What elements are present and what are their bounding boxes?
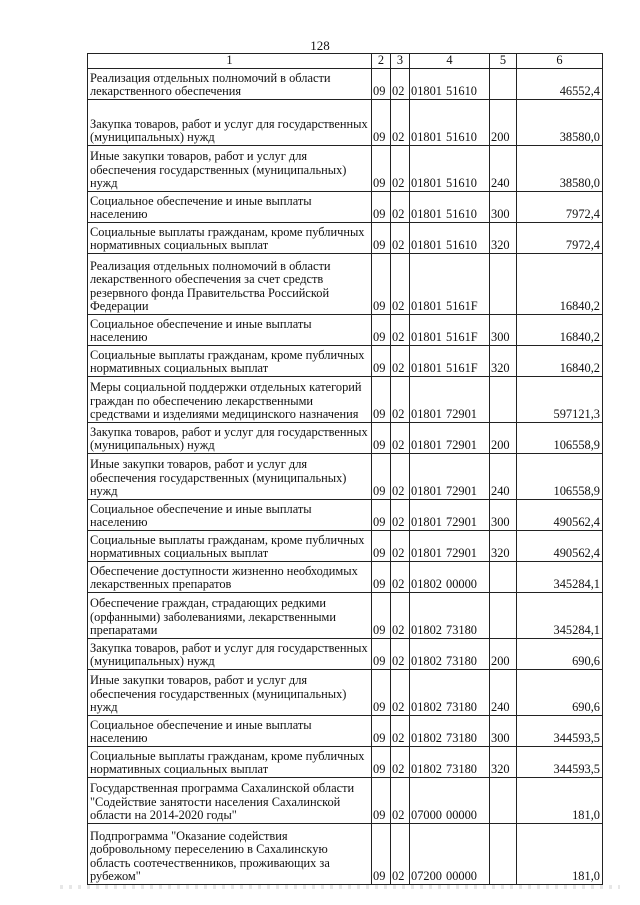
amount-text: 16840,2 [559, 299, 600, 314]
target-article-code-a: 01802 [411, 762, 442, 777]
subsection-code-text: 02 [392, 808, 405, 823]
target-article-code-b: 73180 [446, 762, 477, 777]
row-name-text: Иные закупки товаров, работ и услуг для обеспечения государственных (муниципальных) нужд [90, 149, 347, 191]
page-number: 128 [310, 38, 330, 53]
subsection-code [391, 69, 410, 100]
column-header: 2 [372, 54, 391, 69]
row-name-text: Реализация отдельных полномочий в области лекарственного обеспечения [90, 70, 331, 99]
amount [517, 315, 603, 346]
amount [517, 778, 603, 824]
target-article-code-b: 72901 [446, 407, 477, 422]
target-article-code-b: 73180 [446, 623, 477, 638]
subsection-code-text: 02 [392, 654, 405, 669]
section-code [372, 69, 391, 100]
table-row [88, 346, 603, 377]
row-name-text: Социальное обеспечение и иные выплаты населению [90, 193, 312, 222]
section-code [372, 778, 391, 824]
row-name [88, 315, 372, 346]
subsection-code [391, 778, 410, 824]
target-article-code [410, 824, 490, 885]
target-article-code [410, 423, 490, 454]
expense-type-code-text: 200 [491, 130, 510, 145]
target-article-code-a: 01801 [411, 438, 442, 453]
table-row [88, 69, 603, 100]
target-article-code-a: 01801 [411, 484, 442, 499]
subsection-code [391, 500, 410, 531]
target-article-code-b: 51610 [446, 207, 477, 222]
section-code-text: 09 [373, 731, 386, 746]
amount [517, 454, 603, 500]
subsection-code [391, 100, 410, 146]
amount [517, 670, 603, 716]
target-article-code-a: 01801 [411, 361, 442, 376]
budget-table-body [88, 54, 603, 885]
subsection-code [391, 639, 410, 670]
target-article-code-a: 01801 [411, 130, 442, 145]
target-article-code-b: 72901 [446, 546, 477, 561]
row-name-text: Иные закупки товаров, работ и услуг для обеспечения государственных (муниципальных) нужд [90, 457, 347, 499]
row-name-text: Социальное обеспечение и иные выплаты населению [90, 316, 312, 345]
scan-artifact [60, 885, 620, 889]
section-code-text: 09 [373, 762, 386, 777]
amount-text: 490562,4 [553, 515, 600, 530]
target-article-code-b: 73180 [446, 700, 477, 715]
section-code [372, 346, 391, 377]
row-name [88, 377, 372, 423]
column-header: 6 [517, 54, 603, 69]
subsection-code [391, 593, 410, 639]
section-code [372, 593, 391, 639]
expense-type-code [490, 562, 517, 593]
target-article-code [410, 315, 490, 346]
expense-type-code [490, 531, 517, 562]
table-row [88, 254, 603, 315]
amount-text: 38580,0 [559, 176, 600, 191]
target-article-code [410, 146, 490, 192]
budget-table [87, 53, 603, 885]
subsection-code-text: 02 [392, 207, 405, 222]
subsection-code-text: 02 [392, 731, 405, 746]
subsection-code-text: 02 [392, 438, 405, 453]
section-code-text: 09 [373, 577, 386, 592]
section-code-text: 09 [373, 869, 386, 884]
subsection-code [391, 716, 410, 747]
target-article-code-b: 51610 [446, 130, 477, 145]
target-article-code [410, 562, 490, 593]
subsection-code [391, 377, 410, 423]
target-article-code-a: 01801 [411, 176, 442, 191]
target-article-code [410, 454, 490, 500]
amount-text: 181,0 [572, 808, 600, 823]
row-name-text: Социальное обеспечение и иные выплаты населению [90, 717, 312, 746]
subsection-code-text: 02 [392, 330, 405, 345]
expense-type-code-text: 200 [491, 654, 510, 669]
target-article-code-b: 00000 [446, 869, 477, 884]
target-article-code [410, 500, 490, 531]
expense-type-code [490, 423, 517, 454]
expense-type-code [490, 377, 517, 423]
row-name [88, 639, 372, 670]
subsection-code [391, 562, 410, 593]
row-name-text: Закупка товаров, работ и услуг для государственных (муниципальных) нужд [90, 424, 368, 453]
section-code [372, 670, 391, 716]
section-code [372, 454, 391, 500]
target-article-code-a: 01802 [411, 577, 442, 592]
amount [517, 824, 603, 885]
row-name [88, 778, 372, 824]
expense-type-code [490, 223, 517, 254]
row-name-text: Обеспечение граждан, страдающих редкими (орфанными) заболеваниями, лекарственными препаратами [90, 596, 337, 638]
amount [517, 639, 603, 670]
section-code [372, 223, 391, 254]
row-name-text: Социальные выплаты гражданам, кроме публичных нормативных социальных выплат [90, 224, 365, 253]
amount-text: 106558,9 [553, 438, 600, 453]
row-name-text: Реализация отдельных полномочий в области лекарственного обеспечения за счет средств резервного фонда Правительства Российской Федерации [90, 258, 331, 314]
table-row [88, 377, 603, 423]
expense-type-code-text: 300 [491, 731, 510, 746]
expense-type-code-text: 240 [491, 484, 510, 499]
subsection-code-text: 02 [392, 515, 405, 530]
row-name-text: Обеспечение доступности жизненно необходимых лекарственных препаратов [90, 563, 358, 592]
target-article-code [410, 192, 490, 223]
row-name-text: Подпрограмма "Оказание содействия добровольному переселению в Сахалинскую область соотечественников, проживающих за рубежом" [90, 828, 330, 884]
table-row [88, 716, 603, 747]
column-header: 4 [410, 54, 490, 69]
row-name-text: Закупка товаров, работ и услуг для государственных (муниципальных) нужд [90, 116, 368, 145]
target-article-code-b: 73180 [446, 654, 477, 669]
row-name [88, 593, 372, 639]
expense-type-code-text: 200 [491, 438, 510, 453]
amount [517, 500, 603, 531]
section-code [372, 531, 391, 562]
section-code-text: 09 [373, 361, 386, 376]
expense-type-code [490, 716, 517, 747]
subsection-code [391, 824, 410, 885]
subsection-code-text: 02 [392, 546, 405, 561]
amount-text: 344593,5 [553, 731, 600, 746]
subsection-code [391, 747, 410, 778]
amount-text: 690,6 [572, 700, 600, 715]
target-article-code [410, 100, 490, 146]
section-code-text: 09 [373, 546, 386, 561]
subsection-code-text: 02 [392, 361, 405, 376]
amount-text: 16840,2 [559, 330, 600, 345]
target-article-code-a: 07000 [411, 808, 442, 823]
target-article-code-a: 01802 [411, 700, 442, 715]
column-header: 1 [88, 54, 372, 69]
expense-type-code-text: 300 [491, 330, 510, 345]
amount [517, 192, 603, 223]
section-code-text: 09 [373, 130, 386, 145]
amount-text: 38580,0 [559, 130, 600, 145]
amount [517, 146, 603, 192]
section-code [372, 500, 391, 531]
subsection-code-text: 02 [392, 176, 405, 191]
target-article-code-b: 72901 [446, 515, 477, 530]
table-row [88, 531, 603, 562]
amount [517, 377, 603, 423]
table-row [88, 192, 603, 223]
row-name-text: Государственная программа Сахалинской области "Содействие занятости населения Сахалинской области на 2014-2020 годы" [90, 781, 355, 823]
target-article-code-b: 73180 [446, 731, 477, 746]
section-code [372, 192, 391, 223]
table-row [88, 747, 603, 778]
row-name [88, 254, 372, 315]
amount [517, 531, 603, 562]
section-code [372, 146, 391, 192]
expense-type-code [490, 670, 517, 716]
table-row [88, 562, 603, 593]
section-code [372, 100, 391, 146]
target-article-code-b: 72901 [446, 438, 477, 453]
section-code [372, 377, 391, 423]
amount-text: 490562,4 [553, 546, 600, 561]
row-name [88, 192, 372, 223]
row-name [88, 146, 372, 192]
target-article-code-b: 51610 [446, 84, 477, 99]
row-name-text: Социальные выплаты гражданам, кроме публичных нормативных социальных выплат [90, 748, 365, 777]
expense-type-code [490, 192, 517, 223]
table-header-row [88, 54, 603, 69]
expense-type-code-text: 300 [491, 207, 510, 222]
amount-text: 7972,4 [565, 207, 600, 222]
target-article-code-a: 01801 [411, 238, 442, 253]
section-code-text: 09 [373, 84, 386, 99]
subsection-code [391, 146, 410, 192]
target-article-code-a: 01802 [411, 654, 442, 669]
section-code [372, 747, 391, 778]
section-code [372, 562, 391, 593]
subsection-code-text: 02 [392, 299, 405, 314]
section-code-text: 09 [373, 484, 386, 499]
amount-text: 16840,2 [559, 361, 600, 376]
expense-type-code-text: 240 [491, 700, 510, 715]
section-code-text: 09 [373, 515, 386, 530]
table-row [88, 100, 603, 146]
row-name [88, 747, 372, 778]
row-name [88, 423, 372, 454]
expense-type-code [490, 315, 517, 346]
target-article-code-b: 5161F [446, 361, 478, 376]
row-name [88, 562, 372, 593]
amount [517, 747, 603, 778]
section-code-text: 09 [373, 330, 386, 345]
target-article-code [410, 639, 490, 670]
row-name [88, 223, 372, 254]
section-code-text: 09 [373, 207, 386, 222]
target-article-code-b: 72901 [446, 484, 477, 499]
expense-type-code [490, 454, 517, 500]
expense-type-code [490, 747, 517, 778]
section-code-text: 09 [373, 808, 386, 823]
target-article-code-b: 51610 [446, 176, 477, 191]
expense-type-code [490, 639, 517, 670]
section-code [372, 824, 391, 885]
subsection-code-text: 02 [392, 407, 405, 422]
amount [517, 423, 603, 454]
amount [517, 223, 603, 254]
row-name [88, 346, 372, 377]
table-row [88, 639, 603, 670]
target-article-code [410, 670, 490, 716]
subsection-code-text: 02 [392, 623, 405, 638]
row-name [88, 716, 372, 747]
column-header: 5 [490, 54, 517, 69]
target-article-code [410, 69, 490, 100]
target-article-code-b: 00000 [446, 577, 477, 592]
table-row [88, 500, 603, 531]
row-name [88, 670, 372, 716]
table-row [88, 146, 603, 192]
table-row [88, 423, 603, 454]
section-code [372, 639, 391, 670]
subsection-code [391, 315, 410, 346]
expense-type-code [490, 346, 517, 377]
section-code-text: 09 [373, 700, 386, 715]
amount-text: 597121,3 [553, 407, 600, 422]
row-name [88, 69, 372, 100]
row-name-text: Социальные выплаты гражданам, кроме публичных нормативных социальных выплат [90, 347, 365, 376]
target-article-code [410, 346, 490, 377]
target-article-code-a: 01801 [411, 84, 442, 99]
expense-type-code-text: 320 [491, 762, 510, 777]
section-code-text: 09 [373, 407, 386, 422]
table-row [88, 315, 603, 346]
target-article-code-a: 01801 [411, 546, 442, 561]
target-article-code [410, 254, 490, 315]
expense-type-code-text: 300 [491, 515, 510, 530]
expense-type-code-text: 240 [491, 176, 510, 191]
section-code [372, 254, 391, 315]
amount-text: 345284,1 [553, 577, 600, 592]
row-name [88, 500, 372, 531]
amount [517, 69, 603, 100]
amount-text: 46552,4 [559, 84, 600, 99]
expense-type-code [490, 100, 517, 146]
subsection-code-text: 02 [392, 84, 405, 99]
row-name-text: Социальное обеспечение и иные выплаты населению [90, 501, 312, 530]
target-article-code-a: 01801 [411, 330, 442, 345]
expense-type-code [490, 824, 517, 885]
table-row [88, 593, 603, 639]
subsection-code-text: 02 [392, 130, 405, 145]
amount [517, 593, 603, 639]
amount-text: 690,6 [572, 654, 600, 669]
subsection-code [391, 254, 410, 315]
target-article-code-b: 5161F [446, 299, 478, 314]
amount-text: 181,0 [572, 869, 600, 884]
subsection-code-text: 02 [392, 577, 405, 592]
expense-type-code [490, 778, 517, 824]
target-article-code-b: 51610 [446, 238, 477, 253]
subsection-code [391, 670, 410, 716]
expense-type-code [490, 69, 517, 100]
target-article-code-b: 00000 [446, 808, 477, 823]
table-row [88, 670, 603, 716]
target-article-code [410, 377, 490, 423]
table-row [88, 454, 603, 500]
expense-type-code [490, 593, 517, 639]
target-article-code-a: 01801 [411, 207, 442, 222]
table-row [88, 778, 603, 824]
row-name [88, 531, 372, 562]
subsection-code [391, 423, 410, 454]
section-code-text: 09 [373, 299, 386, 314]
table-row [88, 824, 603, 885]
subsection-code [391, 454, 410, 500]
subsection-code-text: 02 [392, 869, 405, 884]
row-name [88, 824, 372, 885]
target-article-code-a: 01802 [411, 731, 442, 746]
section-code-text: 09 [373, 623, 386, 638]
section-code-text: 09 [373, 176, 386, 191]
row-name-text: Закупка товаров, работ и услуг для государственных (муниципальных) нужд [90, 640, 368, 669]
section-code-text: 09 [373, 654, 386, 669]
section-code-text: 09 [373, 238, 386, 253]
amount [517, 562, 603, 593]
row-name-text: Меры социальной поддержки отдельных категорий граждан по обеспечению лекарственными средствами и изделиями медицинского назначения [90, 380, 362, 422]
expense-type-code [490, 254, 517, 315]
amount-text: 106558,9 [553, 484, 600, 499]
column-header: 3 [391, 54, 410, 69]
table-row [88, 223, 603, 254]
amount-text: 7972,4 [565, 238, 600, 253]
section-code-text: 09 [373, 438, 386, 453]
target-article-code-a: 07200 [411, 869, 442, 884]
row-name-text: Иные закупки товаров, работ и услуг для обеспечения государственных (муниципальных) нужд [90, 673, 347, 715]
section-code [372, 716, 391, 747]
target-article-code [410, 747, 490, 778]
row-name-text: Социальные выплаты гражданам, кроме публичных нормативных социальных выплат [90, 532, 365, 561]
section-code [372, 315, 391, 346]
target-article-code-a: 01801 [411, 515, 442, 530]
expense-type-code [490, 146, 517, 192]
target-article-code [410, 778, 490, 824]
target-article-code [410, 593, 490, 639]
row-name [88, 454, 372, 500]
amount [517, 716, 603, 747]
target-article-code-a: 01801 [411, 299, 442, 314]
subsection-code-text: 02 [392, 238, 405, 253]
amount [517, 254, 603, 315]
target-article-code-a: 01801 [411, 407, 442, 422]
row-name [88, 100, 372, 146]
section-code [372, 423, 391, 454]
amount [517, 346, 603, 377]
target-article-code-a: 01802 [411, 623, 442, 638]
expense-type-code [490, 500, 517, 531]
expense-type-code-text: 320 [491, 361, 510, 376]
subsection-code [391, 531, 410, 562]
subsection-code-text: 02 [392, 762, 405, 777]
expense-type-code-text: 320 [491, 546, 510, 561]
subsection-code [391, 346, 410, 377]
target-article-code [410, 531, 490, 562]
target-article-code-b: 5161F [446, 330, 478, 345]
amount-text: 344593,5 [553, 762, 600, 777]
amount [517, 100, 603, 146]
subsection-code [391, 192, 410, 223]
target-article-code [410, 716, 490, 747]
expense-type-code-text: 320 [491, 238, 510, 253]
subsection-code-text: 02 [392, 484, 405, 499]
amount-text: 345284,1 [553, 623, 600, 638]
subsection-code-text: 02 [392, 700, 405, 715]
target-article-code [410, 223, 490, 254]
subsection-code [391, 223, 410, 254]
